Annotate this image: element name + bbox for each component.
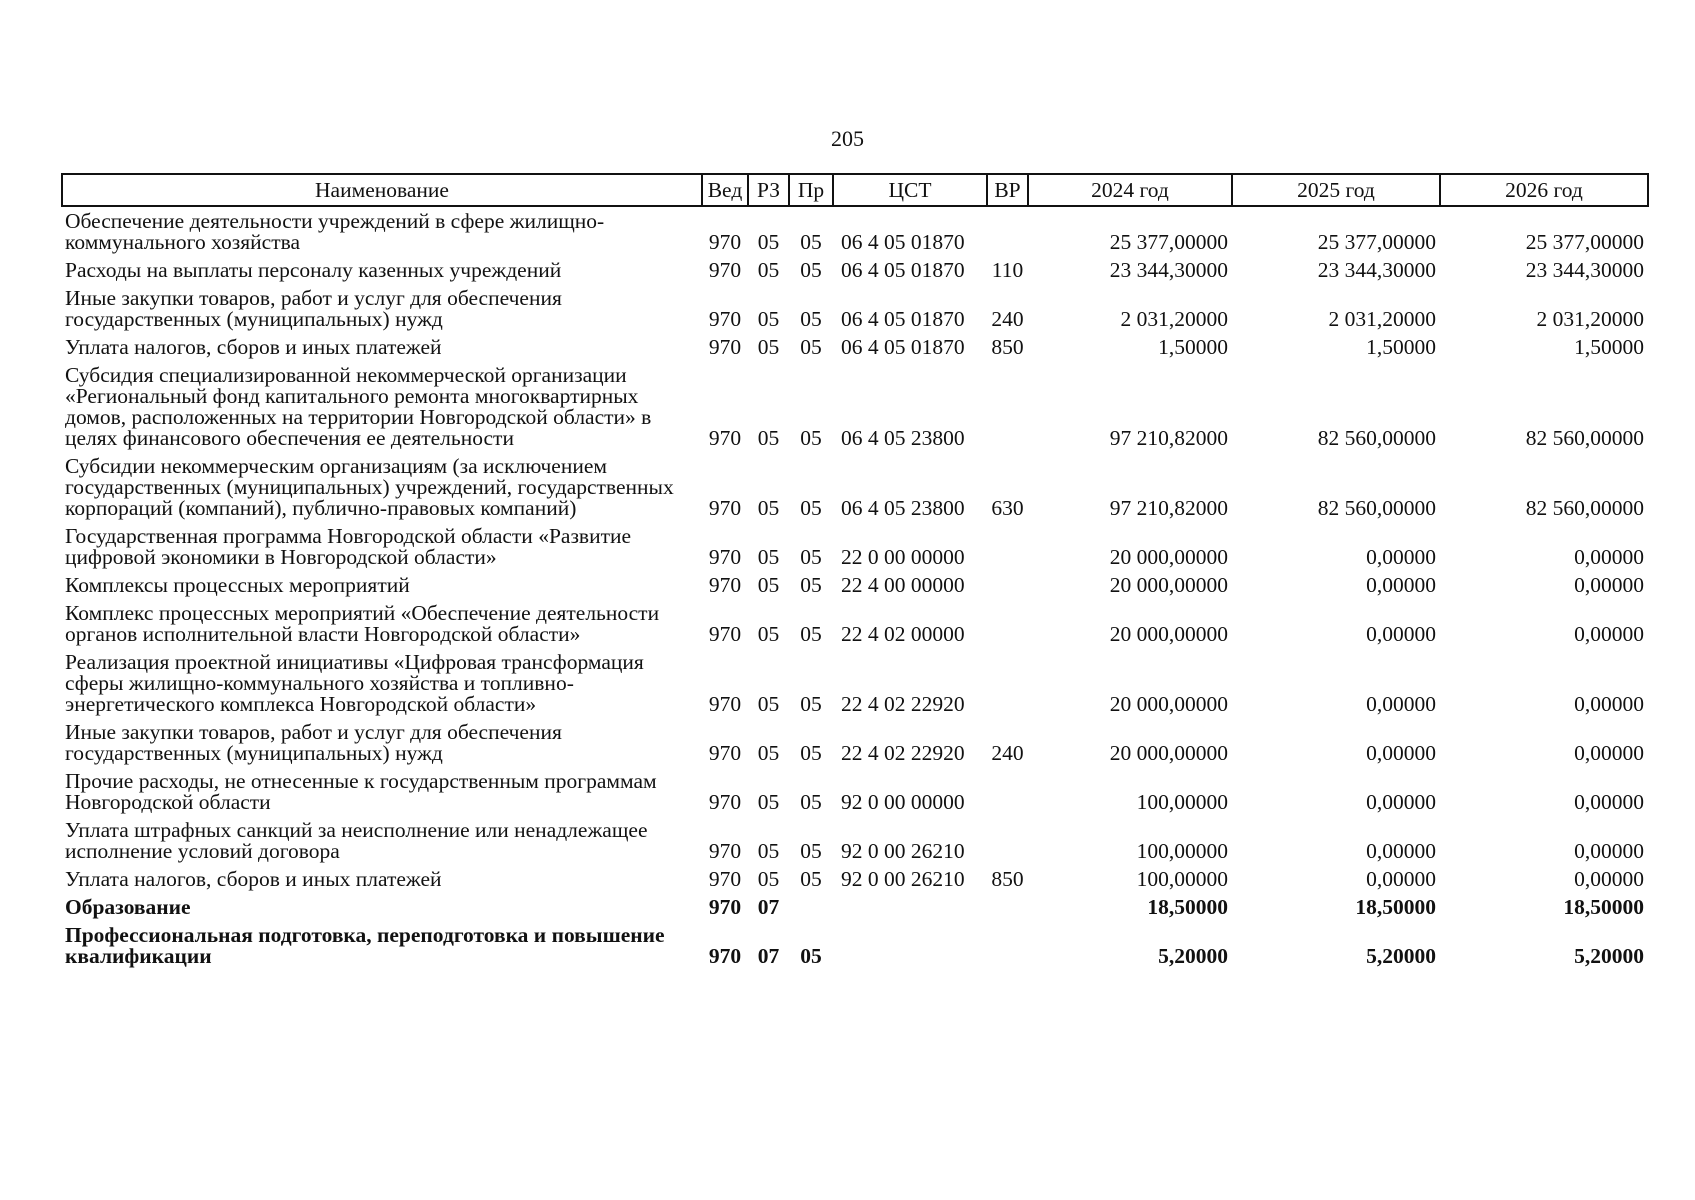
header-cst: ЦСТ xyxy=(833,174,987,206)
header-2024: 2024 год xyxy=(1028,174,1232,206)
cell-vr xyxy=(987,599,1028,648)
cell-vr xyxy=(987,816,1028,865)
cell-2026: 0,00000 xyxy=(1574,741,1644,765)
cell-cst: 06 4 05 01870 xyxy=(841,307,965,331)
cell-2026: 0,00000 xyxy=(1574,867,1644,891)
cell-vr xyxy=(987,571,1028,599)
cell-rz: 05 xyxy=(757,790,780,814)
cell-name: Реализация проектной инициативы «Цифровая трансформация сферы жилищно-коммунального хозяйства и топливно-энергетического комплекса Новгородской области» xyxy=(65,650,644,716)
cell-2024: 1,50000 xyxy=(1158,335,1228,359)
cell-2026: 2 031,20000 xyxy=(1536,307,1644,331)
header-pr: Пр xyxy=(789,174,833,206)
cell-cst: 92 0 00 26210 xyxy=(841,867,965,891)
header-rz: РЗ xyxy=(748,174,789,206)
cell-2025: 82 560,00000 xyxy=(1317,496,1436,520)
cell-2026: 5,20000 xyxy=(1574,944,1644,968)
cell-rz: 05 xyxy=(757,692,780,716)
cell-2026: 82 560,00000 xyxy=(1525,426,1644,450)
cell-2025: 0,00000 xyxy=(1366,573,1436,597)
cell-rz: 05 xyxy=(757,335,780,359)
cell-pr: 05 xyxy=(800,622,822,646)
cell-ved: 970 xyxy=(708,895,742,919)
cell-pr: 05 xyxy=(800,426,822,450)
header-vr: ВР xyxy=(987,174,1028,206)
cell-cst: 22 0 00 00000 xyxy=(841,545,965,569)
cell-vr: 240 xyxy=(991,741,1024,765)
cell-2026: 0,00000 xyxy=(1574,790,1644,814)
cell-2024: 100,00000 xyxy=(1136,867,1228,891)
cell-pr: 05 xyxy=(800,944,822,968)
cell-2026: 0,00000 xyxy=(1574,839,1644,863)
cell-vr: 850 xyxy=(991,335,1024,359)
cell-2024: 100,00000 xyxy=(1136,790,1228,814)
cell-2024: 20 000,00000 xyxy=(1109,573,1228,597)
cell-vr xyxy=(987,206,1028,256)
cell-ved: 970 xyxy=(708,496,742,520)
cell-2024: 20 000,00000 xyxy=(1109,545,1228,569)
table-row xyxy=(62,893,1648,921)
cell-2024: 5,20000 xyxy=(1158,944,1228,968)
cell-rz: 05 xyxy=(757,426,780,450)
cell-pr: 05 xyxy=(800,545,822,569)
header-row xyxy=(62,174,1648,206)
cell-vr xyxy=(987,522,1028,571)
cell-vr: 240 xyxy=(991,307,1024,331)
cell-pr: 05 xyxy=(800,790,822,814)
cell-pr: 05 xyxy=(800,258,822,282)
table-row xyxy=(62,865,1648,893)
cell-ved: 970 xyxy=(708,307,742,331)
cell-2024: 18,50000 xyxy=(1147,895,1228,919)
cell-cst: 22 4 02 22920 xyxy=(841,692,965,716)
page-number: 205 xyxy=(831,126,864,151)
cell-2025: 2 031,20000 xyxy=(1328,307,1436,331)
cell-2025: 18,50000 xyxy=(1355,895,1436,919)
cell-ved: 970 xyxy=(708,573,742,597)
cell-name: Расходы на выплаты персоналу казенных учреждений xyxy=(65,258,562,282)
cell-2025: 0,00000 xyxy=(1366,622,1436,646)
cell-vr: 630 xyxy=(991,496,1024,520)
cell-2026: 18,50000 xyxy=(1563,895,1644,919)
cell-rz: 05 xyxy=(757,545,780,569)
cell-cst: 06 4 05 01870 xyxy=(841,230,965,254)
cell-cst: 22 4 02 22920 xyxy=(841,741,965,765)
cell-rz: 05 xyxy=(757,230,780,254)
cell-2024: 20 000,00000 xyxy=(1109,622,1228,646)
cell-ved: 970 xyxy=(708,545,742,569)
cell-cst xyxy=(833,921,987,970)
cell-vr xyxy=(987,767,1028,816)
cell-rz: 05 xyxy=(757,839,780,863)
cell-ved: 970 xyxy=(708,790,742,814)
cell-2025: 0,00000 xyxy=(1366,741,1436,765)
cell-2024: 25 377,00000 xyxy=(1109,230,1228,254)
cell-2026: 1,50000 xyxy=(1574,335,1644,359)
cell-name: Иные закупки товаров, работ и услуг для обеспечения государственных (муниципальных) нужд xyxy=(65,286,562,331)
cell-name: Уплата налогов, сборов и иных платежей xyxy=(65,867,442,891)
cell-cst: 22 4 00 00000 xyxy=(841,573,965,597)
table-row xyxy=(62,256,1648,284)
cell-name: Прочие расходы, не отнесенные к государственным программам Новгородской области xyxy=(65,769,657,814)
cell-vr xyxy=(987,893,1028,921)
cell-rz: 05 xyxy=(757,496,780,520)
cell-2025: 25 377,00000 xyxy=(1317,230,1436,254)
cell-2026: 0,00000 xyxy=(1574,573,1644,597)
cell-pr: 05 xyxy=(800,230,822,254)
cell-2026: 82 560,00000 xyxy=(1525,496,1644,520)
cell-rz: 05 xyxy=(757,867,780,891)
cell-rz: 05 xyxy=(757,622,780,646)
cell-2024: 23 344,30000 xyxy=(1109,258,1228,282)
cell-2025: 1,50000 xyxy=(1366,335,1436,359)
cell-name: Субсидии некоммерческим организациям (за исключением государственных (муниципальных) учреждений, государственных корпораций (компаний), публично-правовых компаний) xyxy=(65,454,674,520)
cell-ved: 970 xyxy=(708,258,742,282)
cell-rz: 05 xyxy=(757,573,780,597)
table-row xyxy=(62,816,1648,865)
cell-name: Обеспечение деятельности учреждений в сфере жилищно-коммунального хозяйства xyxy=(65,209,605,254)
cell-ved: 970 xyxy=(708,622,742,646)
cell-cst: 06 4 05 23800 xyxy=(841,496,965,520)
cell-2025: 0,00000 xyxy=(1366,839,1436,863)
cell-pr: 05 xyxy=(800,573,822,597)
cell-2024: 20 000,00000 xyxy=(1109,692,1228,716)
cell-pr xyxy=(789,893,833,921)
table-row xyxy=(62,522,1648,571)
table-header xyxy=(62,174,1648,206)
cell-name: Комплекс процессных мероприятий «Обеспечение деятельности органов исполнительной власти Новгородской области» xyxy=(65,601,660,646)
cell-pr: 05 xyxy=(800,692,822,716)
cell-2025: 23 344,30000 xyxy=(1317,258,1436,282)
table-row xyxy=(62,452,1648,522)
cell-name: Государственная программа Новгородской области «Развитие цифровой экономики в Новгородской области» xyxy=(65,524,632,569)
cell-cst: 06 4 05 01870 xyxy=(841,335,965,359)
table-row xyxy=(62,921,1648,970)
cell-name: Уплата штрафных санкций за неисполнение или ненадлежащее исполнение условий договора xyxy=(65,818,648,863)
header-2025: 2025 год xyxy=(1232,174,1440,206)
cell-ved: 970 xyxy=(708,839,742,863)
cell-vr xyxy=(987,361,1028,452)
cell-2026: 23 344,30000 xyxy=(1525,258,1644,282)
cell-cst: 06 4 05 01870 xyxy=(841,258,965,282)
cell-cst: 06 4 05 23800 xyxy=(841,426,965,450)
cell-cst: 92 0 00 26210 xyxy=(841,839,965,863)
header-2026: 2026 год xyxy=(1440,174,1648,206)
cell-cst: 22 4 02 00000 xyxy=(841,622,965,646)
cell-2026: 0,00000 xyxy=(1574,545,1644,569)
cell-cst xyxy=(833,893,987,921)
cell-name: Иные закупки товаров, работ и услуг для обеспечения государственных (муниципальных) нужд xyxy=(65,720,562,765)
cell-2024: 2 031,20000 xyxy=(1120,307,1228,331)
cell-vr: 850 xyxy=(991,867,1024,891)
header-ved: Вед xyxy=(702,174,748,206)
cell-rz: 07 xyxy=(757,895,780,919)
cell-2024: 100,00000 xyxy=(1136,839,1228,863)
cell-pr: 05 xyxy=(800,307,822,331)
cell-ved: 970 xyxy=(708,335,742,359)
table-row xyxy=(62,333,1648,361)
cell-name: Уплата налогов, сборов и иных платежей xyxy=(65,335,442,359)
table-row xyxy=(62,571,1648,599)
cell-vr: 110 xyxy=(991,258,1024,282)
cell-2024: 20 000,00000 xyxy=(1109,741,1228,765)
cell-rz: 05 xyxy=(757,741,780,765)
cell-2026: 0,00000 xyxy=(1574,622,1644,646)
cell-cst: 92 0 00 00000 xyxy=(841,790,965,814)
cell-2025: 0,00000 xyxy=(1366,790,1436,814)
cell-name: Профессиональная подготовка, переподготовка и повышение квалификации xyxy=(65,923,665,968)
cell-2025: 5,20000 xyxy=(1366,944,1436,968)
table-row xyxy=(62,599,1648,648)
cell-ved: 970 xyxy=(708,867,742,891)
cell-rz: 07 xyxy=(757,944,780,968)
table-body xyxy=(62,206,1648,970)
table-row xyxy=(62,361,1648,452)
cell-pr: 05 xyxy=(800,741,822,765)
cell-2025: 0,00000 xyxy=(1366,545,1436,569)
cell-pr: 05 xyxy=(800,867,822,891)
table-row xyxy=(62,767,1648,816)
cell-2025: 0,00000 xyxy=(1366,867,1436,891)
cell-ved: 970 xyxy=(708,741,742,765)
cell-2025: 82 560,00000 xyxy=(1317,426,1436,450)
cell-name: Образование xyxy=(65,895,191,919)
cell-pr: 05 xyxy=(800,839,822,863)
table-row xyxy=(62,718,1648,767)
cell-name: Комплексы процессных мероприятий xyxy=(65,573,410,597)
cell-name: Субсидия специализированной некоммерческой организации «Региональный фонд капитального ремонта многоквартирных домов, расположенных на территории Новгородской области» в целях финансового обеспечения ее деятельности xyxy=(65,363,652,450)
cell-vr xyxy=(987,648,1028,718)
cell-2024: 97 210,82000 xyxy=(1109,426,1228,450)
cell-pr: 05 xyxy=(800,335,822,359)
table-row xyxy=(62,648,1648,718)
cell-rz: 05 xyxy=(757,307,780,331)
cell-rz: 05 xyxy=(757,258,780,282)
cell-2024: 97 210,82000 xyxy=(1109,496,1228,520)
cell-ved: 970 xyxy=(708,692,742,716)
cell-ved: 970 xyxy=(708,230,742,254)
cell-2025: 0,00000 xyxy=(1366,692,1436,716)
cell-2026: 0,00000 xyxy=(1574,692,1644,716)
cell-pr: 05 xyxy=(800,496,822,520)
budget-table xyxy=(61,173,1649,970)
table-row xyxy=(62,206,1648,256)
cell-ved: 970 xyxy=(708,426,742,450)
cell-2026: 25 377,00000 xyxy=(1525,230,1644,254)
table-row xyxy=(62,284,1648,333)
cell-vr xyxy=(987,921,1028,970)
cell-ved: 970 xyxy=(708,944,742,968)
header-name: Наименование xyxy=(62,174,702,206)
